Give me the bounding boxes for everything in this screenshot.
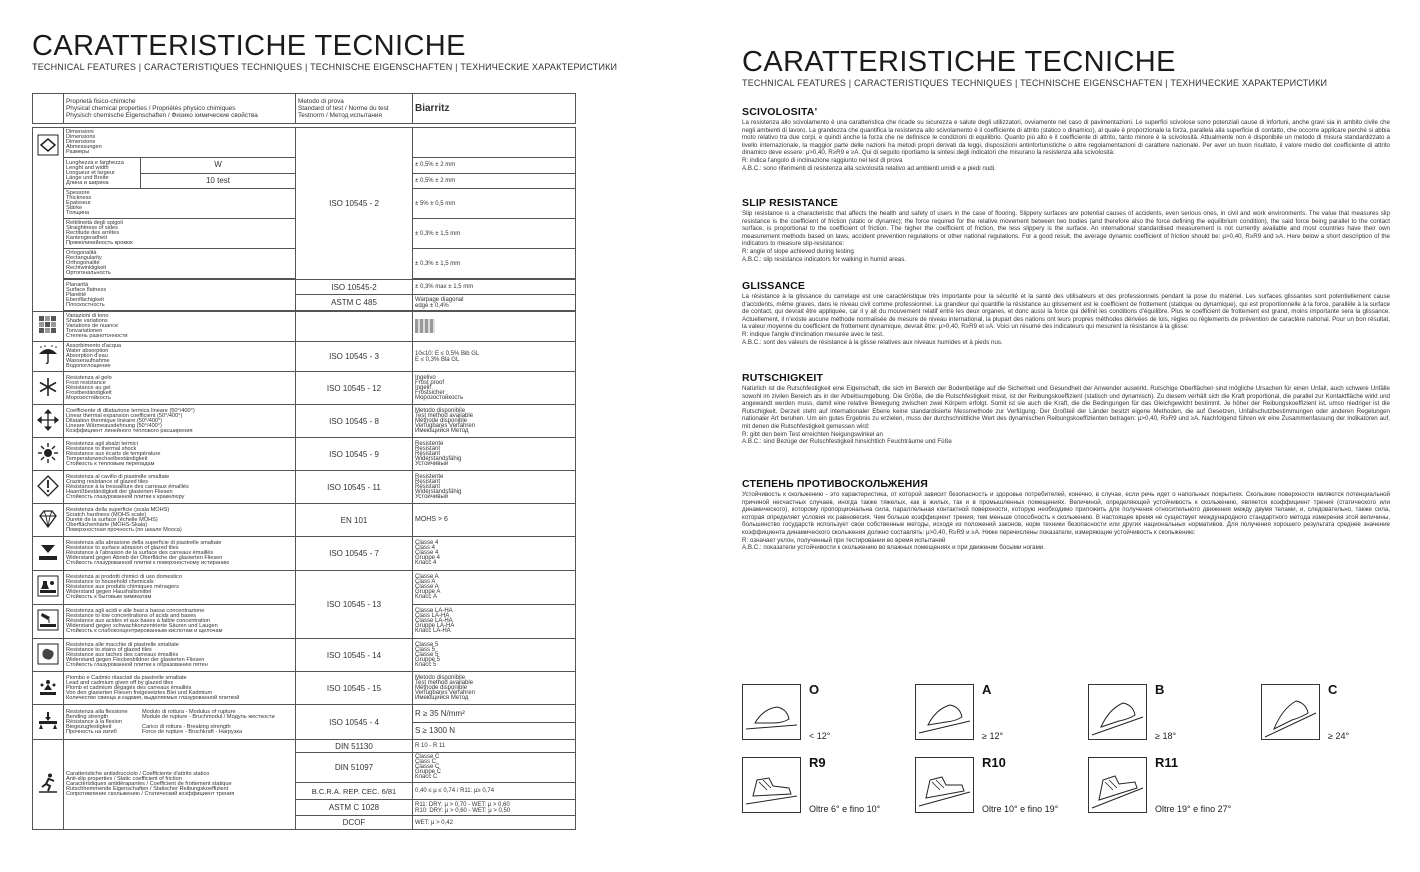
frost-icon (37, 376, 59, 398)
table-row: Planarità Surface flatness Planéité Ebenflächigkeit Плоскостность ISO 10545-2 ± 0,3% max ± 1,5 mm (33, 280, 576, 295)
table-row: Ortogonalità Rectangularity Orthogonalité Rechtwinkligkeit Ортогональность ± 0,3% ± 1,5 mm (33, 249, 576, 279)
table-row: Resistenza ai prodotti chimici di uso domestico Resistance to household chemicals Résistance aux produits chimiques ménagers Widerstand gegen Haushaltsmittel Стойкость к бытовым химикатам ISO 10545 - 13 Classe A Class A Classe A Gruppe A Класс A (33, 571, 576, 605)
section-fr: GLISSANCE La résistance à la glissance du carrelage est une caractéristique très importante pour la sécurité et la santé des utilisateurs et des professionnels pendant la pose du matériel. Les surfaces glissantes sont potentiellement cause d'accidents, même graves, dans le niveau civil comme professionnel. La grandeur qui quantifie la résistance au glissement est le coefficient de frottement (statique ou dynamique), qui est proportionnelle à la force, parallèle à la surface de contact, qui devrait être appliquée, car il y ait du mouvement relatif entre les deux organes, et donc aussi la force qui définit les conditions d'équilibre. Plus le coefficient de frottement est grand, moins importante sera la glissance. Actuellement, il n'existe aucune méthode normalisée de mesure de niveau international, la plupart des nations ont leurs propres méthodes dérivées de lois, règles ou règlements de prévention de caractère national. Pour un bon résultat, la valeur moyenne du coefficient de frottement dynamique, devrait être: μ>0,40, R≥R9 et ≥A. Voici un résumé des indicateurs qui mesurent la résistance à la glisse: R: indique l'angle d'inclination mesurée avec le test. A.B.C.: sont des valeurs de résistance à la glisse relatives aux niveaux humides et à pieds nus. (742, 280, 1390, 346)
table-row: Resistenza alla flessione Bending strength Résistance à la flexion Biegezugfestigkeit Прочность на изгиб Modulo di rottura - Modulus of rupture Module de rupture - Bruchmodul / Модуль жесткости Carico di rottura - Breaking strength Force de rupture - Bruchkraft - Нагрузка ISO 10545 - 4 R ≥ 35 N/mm² S ≥ 1300 N (33, 705, 576, 740)
water-absorption-icon (37, 344, 59, 366)
table-row: Resistenza della superficie (scala MOHS) Scratch hardness (MOHS scale) Dureté de la surface (échelle MOHS) Oberflächenhärte (MOHS-Skala) Поверхностная прочность (по шкале Мооса) EN 101 MOHS > 6 (33, 504, 576, 537)
table-row: Variazioni di tono Shade variations Variations de nuance Tonvariationen Степень разнотонности (33, 312, 576, 342)
table-row: Rettilineità degli spigoli Straightness of sides Rectitude des arrêtes Kantengeradheit Прямолинейность кромок ± 0,3% ± 1,5 mm (33, 219, 576, 249)
header-properties: Proprietà fisico-chimiche Physical chemical properties / Propriétés physico chimiques Physisch chemische Eigenschaften / Физико химические свойства (64, 94, 296, 124)
table-row: Coefficiente di dilatazione termica lineare (50°/400°) Linear thermal expansion coefficient (50°/400°) Dilatation thermique linéaire (50°/400°) Lineare Wärmeausdehnung (50°/400°) Коэффициент линейного теплового расширения ISO 10545 - 8 Metodo disponibile Test method available Méthode disponible Verfügbares Verfahren Имеющийся Метод (33, 405, 576, 438)
right-page-subtitle: TECHNICAL FEATURES | CARACTERISTIQUES TECHNIQUES | TECHNISCHE EIGENSCHAFTEN | ТЕХНИЧЕСКИЕ ХАРАКТЕРИСТИКИ (742, 78, 1328, 88)
shoe-on-slope-icon (743, 758, 800, 812)
table-header (33, 94, 576, 124)
foot-on-slope-icon (1089, 685, 1146, 739)
expansion-icon (37, 409, 59, 431)
table-row: Resistenza alle macchie di piastrelle smaltate Resistance to stains of glazed tiles Résistance aux taches des carreaux émaillés Widerstand gegen Fleckenbildner der glasierten Fliesen Стойкость глазурованной плитки к образованию пятен ISO 10545 - 14 Classe 5 Class 5 Classe 5 Gruppe 5 Класс 5 (33, 639, 576, 672)
table-row: Resistenza agli sbalzi termici Resistance to thermal shock Résistance aux écarts de température Temperaturwechselbeständigkeit Стойкость к тепловым перепадам ISO 10545 - 9 Resistente Resistant Résistant Widerstandsfähig Устойчивый (33, 438, 576, 471)
foot-on-slope-icon (916, 685, 973, 739)
foot-on-slope-icon (743, 685, 800, 739)
section-ru: СТЕПЕНЬ ПРОТИВОСКОЛЬЖЕНИЯ Устойчивость к скольжению - это характеристика, от которой зависит безопасность и здоровье потребителей, конечно, в случае, если речь идет о напольных покрытиях. Скользкие поверхности являются потенциальной причиной несчастных случаев, иногда также тяжелых, как в жилых, так и в промышленных помещениях. Величиной, определяющей устойчивость к скольжению, является коэффициент трения (статического или динамического), которому пропорциональна сила, параллельная контактной поверхности, которую необходимо приложить для получения относительного движения между двумя телами, и, следовательно, также сила, которая определяет условия их равновесия. Чем больше коэффициент трения, тем меньше способность к скольжению. В настоящее время не существует международного стандартного метода измерения этой величины, большинство государств использует свои собственные методы, исходя из положений законов, норм техники безопасности или других национальных нормативов. Для получения хорошего результата среднее значение коэффициента динамического скольжения должно составлять: μ>0,40, R≥R9 и ≥A. Ниже перечислены показатели, измеряющие устойчивость к скольжению: R: означает уклон, полученный при тестировании во время испытаний A.B.C.: показатели устойчивости к скольжению во влажных помещениях и при движении босыми ногами. (742, 478, 1390, 552)
table-row: B.C.R.A. REP. CEC. 6/81 0,40 ≤ μ ≤ 0,74 / R11: μ≥ 0,74 (33, 783, 576, 800)
table-row: ASTM C 1028 R11: DRY: μ > 0,70 - WET: μ > 0,60 R10: DRY: μ > 0,60 - WET: μ > 0,50 (33, 800, 576, 816)
anti-slip-icon (37, 772, 59, 794)
header-method: Metodo di prova Standard of test / Norme du test Testnorm / Метод испытания (296, 94, 413, 124)
table-row: DCOF WET: μ > 0,42 (33, 816, 576, 830)
table-row: Piombo e Cadmio rilasciati da piastrelle smaltate Lead and cadmium given off by glazed tiles Plomb et cadmium dégagés des carreaux émaillés Von den glasierten Fliesen freigesetztes Blei und Kadmium Количество свинца и кадмия, выделяемых глазурованной плиткой ISO 10545 - 15 Metodo disponibile Test method available Méthode disponible Verfügbares Verfahren Имеющийся Метод (33, 672, 576, 705)
section-it: SCIVOLOSITA' La resistenza allo scivolamento è una caratteristica che ricade su sicurezza e salute degli utilizzatori, ovviamente nel caso di pavimentazioni. Le superfici scivolose sono potenziali cause di infortuni, anche gravi sia in ambito civile che negli ambienti di lavoro. La grandezza che quantifica la resistenza allo scivolamento è il coefficiente di attrito (statico o dinamico), al quale è proporzionale la forza, parallela alla superficie di contatto, che occorre applicare perché si abbia moto relativo tra due corpi, e quindi anche la forza che ne definisce le condizioni di equilibrio. Quanto più alto è il coefficiente di attrito, tanto minore è la scivolosità. Attualmente non è disponibile un metodo di misura standardizzato a livello internazionale, la maggior parte delle nazioni ha metodi propri derivati da leggi, disposizioni antinfortunistiche o altre regolamentazioni di carattere nazionale. Per aver un buon risultato, il valore medio del coefficiente di attrito dinamico deve essere: μ>0,40, R≥R9 e ≥A. Qui di seguito riportiamo la sintesi degli indicatori che misurano la resistenza alla scivolosità: R: indica l'angolo di inclinazione raggiunto nel test di prova A.B.C.: sono riferimenti di resistenza alla scivolosità relativo ad ambienti umidi e a piedi nudi. (742, 106, 1390, 172)
table-row: DIN 51097 Classe C Class C Classe C Gruppe C Класс C (33, 753, 576, 783)
table-row: Dimensioni Dimensions Dimensions Abmessungen Размеры ISO 10545 - 2 (33, 128, 576, 158)
diamond-icon (37, 508, 59, 530)
right-page-title: CARATTERISTICHE TECNICHE (742, 46, 1176, 78)
table-row: Resistenza alla abrasione della superficie di piastrelle smaltate Resistance to surface abrasion of glazed tiles Résistance à l'abrasion de la surface des carreaux émaillés Widerstand gegen Abrieb der Oberfläche der glasierten Fliesen Стойкость глазурованной плитки к поверхностному истиранию ISO 10545 - 7 Classe 4 Class 4 Classe 4 Gruppe 4 Класс 4 (33, 537, 576, 571)
dimensions-icon (37, 134, 59, 156)
dimensions-method: ISO 10545 - 2 (296, 128, 413, 280)
page-subtitle: TECHNICAL FEATURES | CARACTERISTIQUES TECHNIQUES | TECHNISCHE EIGENSCHAFTEN | ТЕХНИЧЕСКИЕ ХАРАКТЕРИСТИКИ (32, 62, 618, 72)
section-de: RUTSCHIGKEIT Natürlich ist die Rutschfestigkeit eine Eigenschaft, die sich im Bereich der Bodenbeläge auf die Sicherheit und Gesundheit der Anwender auswirkt. Rutschige Oberflächen sind mögliche Ursachen für einen Unfall, auch schwere Unfälle sowohl im zivilen Bereich als in der Arbeitsumgebung. Die Größe, die die Rutschfestigkeit misst, ist der Reibungskoeffizient (statisch und dynamisch). Zu diesem verhält sich die Kraft proportional, die parallel zur Kontaktfläche wirkt und angewandt werden muss, damit eine relative Bewegung zwischen zwei Körpern erfolgt. Somit ist sie auch die Kraft, die die Bedingungen für das Gleichgewicht bestimmt. Je höher der Reibungskoeffizient ist, umso niedriger ist die Rutschigkeit. Derzeit steht auf internationaler Ebene keine standardisierte Messmethode zur Verfügung. Der Großteil der Länder besitzt eigene Methoden, die auf Gesetzen, Unfallschutzbestimmungen oder anderen Regelungen nationaler Art beruhen. Um ein gutes Ergebnis zu erzielen, muss der durchschnittliche Wert des dynamischen Reibungskoeffizienten betragen: μ>0,40, R≥R9 und ≥A. Nachfolgend führen wir eine Zusammenfassung der Indikatoren auf, mit denen die Rutschfestigkeit gemessen wird: R: gibt den beim Test erreichten Neigungswinkel an A.B.C.: sind Bezüge der Rutschfestigkeit hinsichtlich Feuchträume und Füße (742, 372, 1390, 446)
table-row: Resistenza agli acidi e alle basi a bassa concentrazione Resistance to low concentrations of acids and bases Résistance aux acides et aux bases à faible concentration Widerstand gegen schwachkonzentrierte Säuren und Laugen Стойкость к слабоконцентрированным кислотам и щелочам Classe LA-HA Class LA-HA Classe LA-HA Gruppe LA-HA Класс LA-HA (33, 605, 576, 639)
page-title: CARATTERISTICHE TECNICHE (32, 30, 466, 62)
table-row: Lunghezza e larghezza Lenght and width Longueur et largeur Länge und Breite Длина и ширина W 10 test ± 0,5% ± 2 mm ± 0,5% ± 2 mm (33, 158, 576, 189)
thermal-shock-icon (37, 442, 59, 464)
table-row: Assorbimento d'acqua Water absorption Absorption d'eau Wasseraufnahme Водопоглощение ISO 10545 - 3 10≤10: E ≤ 0,5% Bib GL E ≤ 0,3% Bla GL (33, 342, 576, 372)
shade-variation-icon (37, 314, 59, 336)
shoe-on-slope-icon (1089, 758, 1146, 812)
table-row: Resistenza al cavillo di piastrelle smaltate Crazing resistance of glazed tiles Résistance à la tressaillure des carreaux émaillés Haarrißbeständigkeit der glasierten Fliesen Стойкость глазурованной плитки к кракелюру ISO 10545 - 11 Resistente Resistant Résistant Widerstandsfähig Устойчивый (33, 471, 576, 504)
lead-cadmium-icon (37, 676, 59, 698)
table-row: ASTM C 485 Warpage diagonal edge ± 0,4% (33, 295, 576, 311)
table-row: Spessore Thickness Epaisseur Stärke Толщина ± 5% ± 0,5 mm (33, 189, 576, 219)
table-row: Resistenza al gelo Frost resistance Résistance au gel Frostbeständigkeit Морозостойкость ISO 10545 - 12 Ingelivo Frost proof Ingelif Frostsicher Морозостойкость (33, 372, 576, 405)
table-row: Caratteristiche antisdrucciolo / Coefficiente d'attrito statico Anti-slip properties / Static coefficient of friction Caractéristiques antidérapantes / Coefficient de frottement statique Rutschhemmende Eigenschaften / Statischer Reibungskoeffizient Сопротивление скольжению / Статический коэффициент трения DIN 51130 R 10 - R 11 (33, 740, 576, 753)
shade-variation-sample-icon (415, 319, 435, 333)
crazing-icon (37, 475, 59, 497)
bending-icon (37, 710, 59, 732)
section-en: SLIP RESISTANCE Slip resistance is a characteristic that affects the health and safety of users in the case of flooring. Slippery surfaces are potential causes of accidents, even serious ones, in civil and work environments. The value that measures slip resistance is the coefficient of friction (static or dynamic); the force required for the relative movement between two bodies (and therefore also the force defining the equilibrium condition), the said force being parallel to the contact surface, is proportional to the coefficient of friction. The higher the coefficient of friction, the less slippery is the surface. An international standardised measurement is not currently available and most countries have their own measurement methods based on laws, accident prevention regulations or other national regulations. For a good result, the average dynamic coefficient of friction should be: μ>0,40, R≥R9 and ≥A. Here below a short description of the indicators to measure slip-resistance: R: angle of slope achieved during testing A.B.C.: slip resistance indicators for walking in humid areas. (742, 197, 1390, 263)
household-chemicals-icon (37, 575, 59, 597)
shoe-on-slope-icon (916, 758, 973, 812)
technical-features-table (32, 93, 576, 830)
stain-icon (37, 643, 59, 665)
foot-on-slope-icon (1262, 685, 1319, 739)
acid-base-icon (37, 609, 59, 631)
abrasion-icon (37, 541, 59, 563)
header-product: Biarritz (413, 94, 576, 124)
